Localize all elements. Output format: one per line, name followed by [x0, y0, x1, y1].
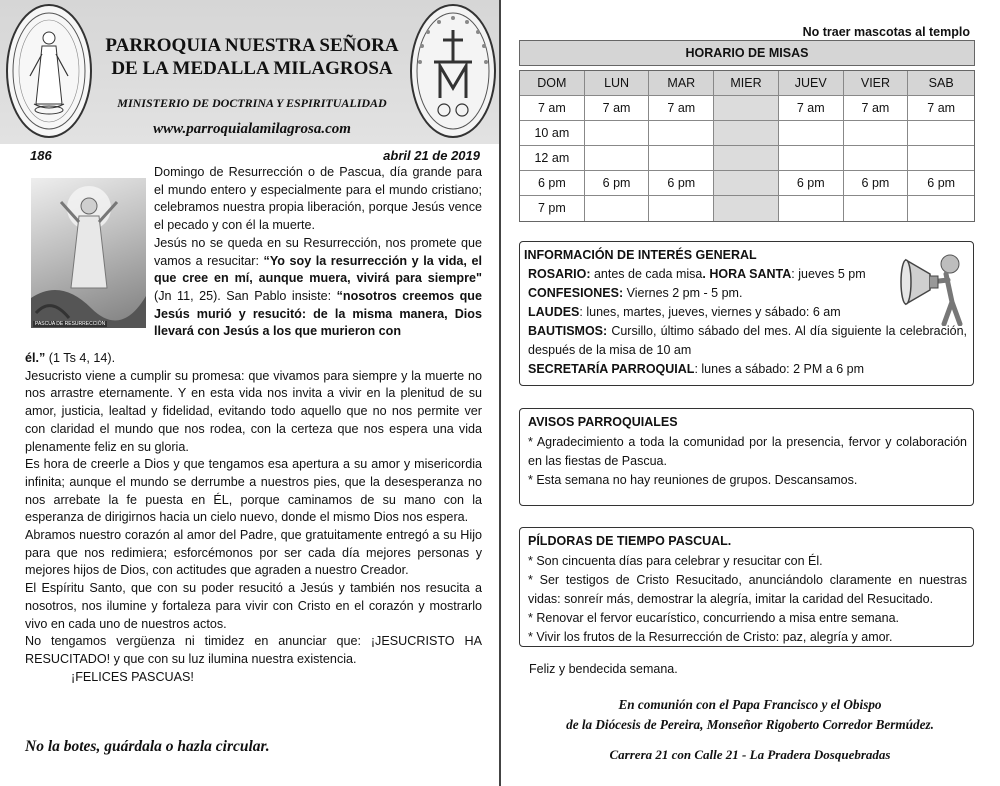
day-header: MAR [649, 71, 714, 96]
schedule-cell [714, 196, 779, 221]
scripture-quote-2-end: él.” [25, 351, 46, 365]
schedule-row [520, 121, 974, 146]
issue-number: 186 [30, 148, 52, 163]
holy-hour-text: : jueves 5 pm [791, 267, 866, 281]
tip-item: * Renovar el fervor eucarístico, concurriendo a misa entre semana. [528, 611, 900, 625]
schedule-cell [649, 196, 714, 221]
miraculous-medal-front-icon [6, 4, 92, 138]
rosary-text: antes de cada misa [590, 267, 703, 281]
schedule-cell: 6 pm [585, 171, 650, 196]
schedule-cell [714, 171, 779, 196]
day-header: VIER [844, 71, 909, 96]
schedule-cell [844, 196, 909, 221]
parish-name-line1: PARROQUIA NUESTRA SEÑORA [105, 35, 399, 56]
easter-tips-box [519, 527, 974, 647]
scripture-ref-1: (Jn 11, 25). San Pablo insiste: [154, 288, 337, 303]
schedule-cell: 7 am [649, 96, 714, 121]
schedule-cell: 6 pm [844, 171, 909, 196]
schedule-cell: 12 am [520, 146, 585, 171]
schedule-cell [779, 196, 844, 221]
article-text: Jesús no se queda en su Resurrección, nos promete que vamos a resucitar: [154, 235, 482, 268]
article-paragraph-2-end [25, 350, 482, 368]
scripture-quote-2: “nosotros creemos que Jesús murió y resucitó: de la misma manera, Dios llevará con Jesús a los que murieron con [154, 288, 483, 339]
secretary-text: : lunes a sábado: 2 PM a 6 pm [694, 362, 864, 376]
notice-item: * Agradecimiento a toda la comunidad por la presencia, fervor y colaboración en las fiestas de Pascua. [528, 435, 967, 468]
lauds-text: : lunes, martes, jueves, viernes y sábado: 6 am [579, 305, 841, 319]
schedule-cell: 6 pm [908, 171, 974, 196]
lauds-label: LAUDES [528, 305, 580, 319]
schedule-cell: 10 am [520, 121, 585, 146]
day-header: LUN [585, 71, 650, 96]
communion-line-1: En comunión con el Papa Francisco y el Obispo [618, 697, 882, 712]
secretary-line [524, 360, 967, 379]
schedule-cell [714, 121, 779, 146]
schedule-row [520, 96, 974, 121]
article-body [25, 350, 482, 686]
baptisms-line [524, 322, 967, 360]
parish-notices-box [519, 408, 974, 506]
tip-item: * Vivir los frutos de la Resurrección de Cristo: paz, alegría y amor. [528, 630, 893, 644]
schedule-cell: 7 am [908, 96, 974, 121]
ministry-title: MINISTERIO DE DOCTRINA Y ESPIRITUALIDAD [117, 96, 387, 110]
miraculous-medal-back-icon [410, 4, 496, 138]
article-paragraph-2 [154, 235, 482, 341]
parish-notices-title: AVISOS PARROQUIALES [528, 415, 678, 429]
parish-name-line2: DE LA MEDALLA MILAGROSA [111, 58, 393, 79]
schedule-cell [714, 96, 779, 121]
secretary-label: SECRETARÍA PARROQUIAL [528, 362, 695, 376]
article-paragraph-4: Es hora de creerle a Dios y que tengamos esa apertura a su amor y misericordia infinita; aunque el mundo se derrumbe a nuestros pies, que la desesperanza no nos arrebate la fe puesta en ÉL, porque caminamos de su mano con la esperanza de dirigirnos hacia un cielo nuevo, donde el mismo Dios nos espera. [25, 457, 482, 525]
parish-header [0, 0, 499, 144]
notice-item: * Esta semana no hay reuniones de grupos. Descansamos. [528, 473, 858, 487]
website-link[interactable]: www.parroquialamilagrosa.com [153, 121, 351, 137]
general-info-title: INFORMACIÓN DE INTERÉS GENERAL [524, 248, 757, 262]
general-info-box [519, 241, 974, 386]
article-paragraph-6: El Espíritu Santo, que con su poder resucitó a Jesús y también nos resucita a nosotros, nos ilumine y fortaleza para vivir con Cristo en el corazón y mostrarlo vivo en cada uno de nuestros actos. [25, 581, 482, 631]
schedule-cell [779, 146, 844, 171]
baptisms-label: BAUTISMOS: [528, 324, 608, 338]
keep-leaflet-note: No la botes, guárdala o hazla circular. [25, 738, 270, 755]
schedule-cell: 7 am [520, 96, 585, 121]
article-paragraph-3: Jesucristo viene a cumplir su promesa: que vivamos para siempre y la muerte no nos arrastre eternamente. Y en esta vida nos invita a vivir en la plenitud de su amor, justicia, lealtad y fidelidad, evitando todo aquello que no nos permite ver con claridad el mundo que nos rodea, con la certeza que nos espera una vida plenamente feliz en su gloria. [25, 368, 482, 454]
schedule-cell: 7 am [585, 96, 650, 121]
communion-line-2: de la Diócesis de Pereira, Monseñor Rigoberto Corredor Bermúdez. [566, 717, 934, 732]
schedule-cell: 7 am [779, 96, 844, 121]
schedule-cell [585, 196, 650, 221]
schedule-cell [585, 146, 650, 171]
article-paragraph-5: Abramos nuestro corazón al amor del Padre, que gratuitamente entregó a su Hijo para que nos redimiera; esforcémonos por ser cada día mejores personas y mejores hijos de Dios, con actitudes que agraden a nuestro Creador. [25, 528, 482, 578]
confessions-text: Viernes 2 pm - 5 pm. [623, 286, 743, 300]
schedule-header-row [520, 71, 974, 96]
day-header: SAB [908, 71, 974, 96]
schedule-cell: 6 pm [649, 171, 714, 196]
scripture-ref-2: (1 Ts 4, 14). [45, 351, 116, 365]
no-pets-notice: No traer mascotas al templo [802, 25, 970, 39]
scripture-quote-1: “Yo soy la resurrección y la vida, el que cree en mí, aunque muera, vivirá para siempre" [154, 253, 482, 286]
day-header: MIER [714, 71, 779, 96]
mass-schedule [519, 40, 975, 222]
schedule-cell [844, 146, 909, 171]
schedule-cell: 6 pm [779, 171, 844, 196]
resurrection-image [31, 178, 146, 328]
schedule-cell [844, 121, 909, 146]
schedule-cell [585, 121, 650, 146]
rosary-label: ROSARIO: [528, 267, 591, 281]
schedule-row [520, 146, 974, 171]
day-header: DOM [520, 71, 585, 96]
article-intro [154, 164, 482, 341]
parish-address: Carrera 21 con Calle 21 - La Pradera Dosquebradas [609, 747, 891, 762]
megaphone-icon [900, 246, 966, 326]
baptisms-text: Cursillo, último sábado del mes. Al día siguiente la celebración, después de la misa de 10 am [528, 324, 967, 357]
day-header: JUEV [779, 71, 844, 96]
schedule-cell: 7 pm [520, 196, 585, 221]
schedule-row [520, 171, 974, 196]
article-paragraph-1: Domingo de Resurrección o de Pascua, día grande para el mundo entero y especialmente para el mundo cristiano; celebramos nuestra propia liberación, porque Jesús vence el pecado y con él la muerte. [154, 165, 482, 233]
schedule-cell [908, 146, 974, 171]
schedule-cell [908, 196, 974, 221]
schedule-table [519, 70, 975, 222]
schedule-cell [714, 146, 779, 171]
issue-date: abril 21 de 2019 [383, 148, 480, 163]
confessions-label: CONFESIONES: [528, 286, 624, 300]
schedule-title: HORARIO DE MISAS [519, 40, 975, 66]
holy-hour-label: . HORA SANTA [702, 267, 792, 281]
image-caption: PASCUA DE RESURRECCIÓN [35, 321, 106, 327]
article-paragraph-7: No tengamos vergüenza ni timidez en anunciar que: ¡JESUCRISTO HA RESUCITADO! y que con su luz ilumina nuestra existencia. [25, 634, 482, 666]
article-paragraph-8: ¡FELICES PASCUAS! [71, 669, 194, 684]
schedule-cell [908, 121, 974, 146]
schedule-cell: 6 pm [520, 171, 585, 196]
tip-item: * Ser testigos de Cristo Resucitado, anunciándolo claramente en nuestras vidas: sonreír más, demostrar la alegría, imitar la caridad del Resucitado. [528, 573, 967, 606]
schedule-cell [779, 121, 844, 146]
schedule-cell [649, 121, 714, 146]
right-page [500, 0, 1000, 786]
schedule-row [520, 196, 974, 221]
closing-greeting: Feliz y bendecida semana. [529, 662, 678, 676]
easter-tips-title: PÍLDORAS DE TIEMPO PASCUAL. [528, 534, 732, 548]
tip-item: * Son cincuenta días para celebrar y resucitar con Él. [528, 554, 823, 568]
schedule-cell [649, 146, 714, 171]
schedule-cell: 7 am [844, 96, 909, 121]
